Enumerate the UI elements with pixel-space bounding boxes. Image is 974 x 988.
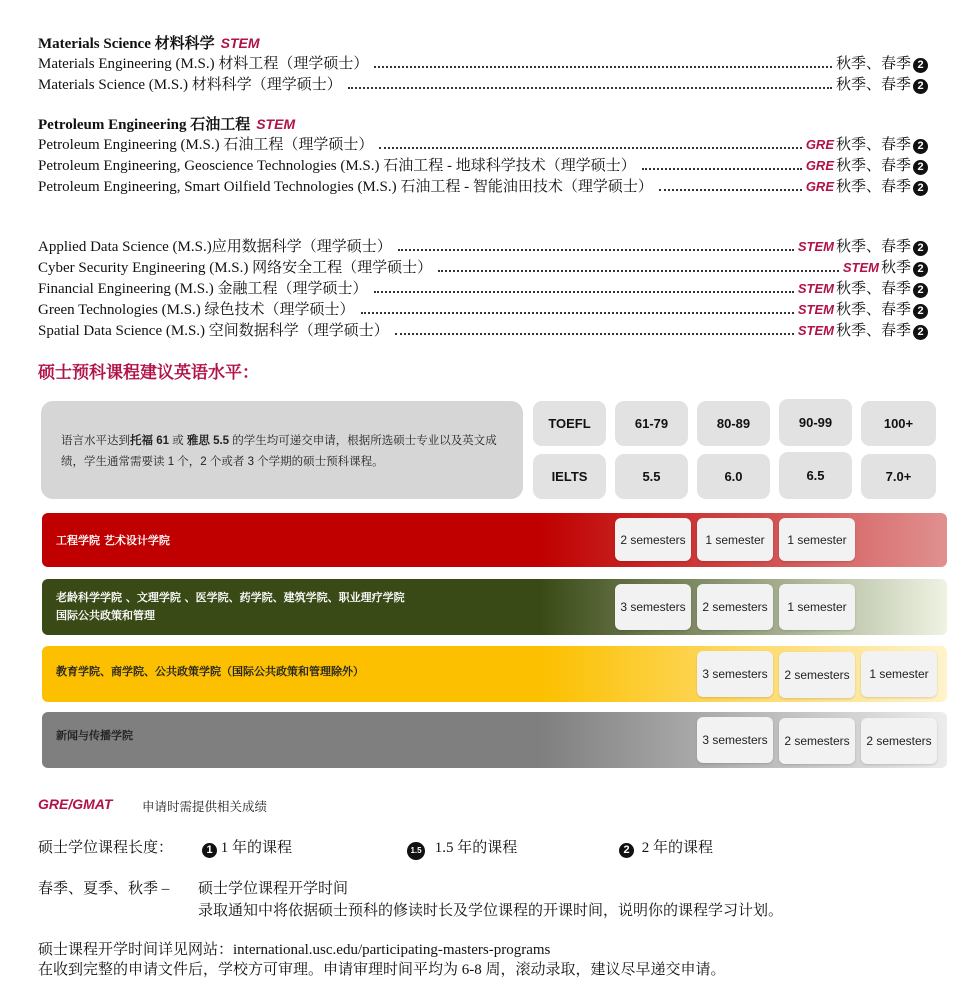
toefl-score: 100+ xyxy=(861,401,936,446)
program-name: Financial Engineering (M.S.) 金融工程（理学硕士） xyxy=(38,281,368,297)
program-name: Materials Science (M.S.) 材料科学（理学硕士） xyxy=(38,77,342,93)
requirement-tag: GRE xyxy=(805,179,834,194)
legend-2-year xyxy=(617,836,713,858)
band-journalism xyxy=(42,712,947,768)
ielts-score: 6.5 xyxy=(779,452,852,499)
duration-icon: 2 xyxy=(913,181,928,196)
program-name: Cyber Security Engineering (M.S.) 网络安全工程（理学硕士） xyxy=(38,260,433,276)
program-row xyxy=(38,278,928,298)
program-name: Spatial Data Science (M.S.) 空间数据科学（理学硕士） xyxy=(38,323,389,339)
toefl-label: TOEFL xyxy=(533,401,606,446)
program-row xyxy=(38,320,928,340)
semester-cell: 2 semesters xyxy=(861,718,937,764)
requirement-tag: STEM xyxy=(842,260,879,275)
semester-cell: 1 semester xyxy=(861,651,937,697)
semester-cell: 3 semesters xyxy=(697,717,773,763)
program-name: Petroleum Engineering (M.S.) 石油工程（理学硕士） xyxy=(38,137,374,153)
leader-dots xyxy=(374,290,794,293)
materials-heading xyxy=(38,32,260,53)
petroleum-heading xyxy=(38,113,295,134)
note-toefl: 托福 61 xyxy=(130,435,169,447)
requirement-tag: GRE xyxy=(805,158,834,173)
intake-terms: 秋季、春季 xyxy=(835,56,911,72)
note-post: 的学生均可递交申请，根据所选硕士专业以及英文成绩，学生通常需要读 1 个，2 个或者 3 个学期的硕士预科课程。 xyxy=(61,435,497,468)
duration-icon: 2 xyxy=(913,79,928,94)
duration-icon: 2 xyxy=(913,283,928,298)
leader-dots xyxy=(438,269,839,272)
requirement-tag: STEM xyxy=(797,281,834,296)
toefl-score: 61-79 xyxy=(615,401,688,446)
stem-tag: STEM xyxy=(256,116,296,132)
note-pre: 语言水平达到 xyxy=(61,435,130,447)
review-line: 在收到完整的申请文件后，学校方可审理。申请审理时间平均为 6-8 周，滚动录取，建议尽早递交申请。 xyxy=(38,962,726,978)
band-letters-arts xyxy=(42,579,947,635)
program-row xyxy=(38,53,928,73)
legend-2-text: 2 年的课程 xyxy=(641,840,714,856)
note-or: 或 xyxy=(169,435,187,447)
band-label-line2: 国际公共政策和管理 xyxy=(56,609,155,622)
duration-icon: 2 xyxy=(913,325,928,340)
intake-terms: 秋季、春季 xyxy=(835,137,911,153)
english-note-text xyxy=(61,431,511,473)
semester-cell: 2 semesters xyxy=(615,518,691,561)
program-row xyxy=(38,236,928,256)
program-row xyxy=(38,134,928,154)
english-note-box xyxy=(41,401,523,499)
intake-terms: 秋季、春季 xyxy=(835,179,911,195)
toefl-score: 90-99 xyxy=(779,399,852,446)
intake-terms: 秋季、春季 xyxy=(835,158,911,174)
program-name: Petroleum Engineering, Smart Oilfield Technologies (M.S.) 石油工程 - 智能油田技术（理学硕士） xyxy=(38,179,653,195)
program-name: Green Technologies (M.S.) 绿色技术（理学硕士） xyxy=(38,302,355,318)
semester-cell: 2 semesters xyxy=(697,584,773,630)
program-row xyxy=(38,257,928,277)
program-name: Applied Data Science (M.S.)应用数据科学（理学硕士） xyxy=(38,239,392,255)
legend-15-text: 1.5 年的课程 xyxy=(434,840,518,856)
intake-terms: 秋季、春季 xyxy=(835,77,911,93)
one-half-year-icon: 1.5 xyxy=(407,842,425,860)
leader-dots xyxy=(379,146,801,149)
duration-icon: 2 xyxy=(913,304,928,319)
semester-cell: 3 semesters xyxy=(615,584,691,630)
toefl-score: 80-89 xyxy=(697,401,770,446)
band-label: 老龄科学学院 、文理学院 、医学院、药学院、建筑学院、职业理疗学院 xyxy=(56,591,405,604)
requirement-tag: STEM xyxy=(797,302,834,317)
stem-tag: STEM xyxy=(220,35,260,51)
materials-heading-text: Materials Science 材料科学 xyxy=(38,36,215,52)
season-label: 春季、夏季、秋季 – xyxy=(38,881,170,897)
gre-gmat-text: 申请时需提供相关成绩 xyxy=(142,799,268,814)
requirement-tag: STEM xyxy=(797,323,834,338)
leader-dots xyxy=(348,86,832,89)
two-year-icon: 2 xyxy=(619,843,634,858)
ielts-label: IELTS xyxy=(533,454,606,499)
ielts-score: 5.5 xyxy=(615,454,688,499)
leader-dots xyxy=(361,311,794,314)
duration-icon: 2 xyxy=(913,160,928,175)
band-label: 工程学院 艺术设计学院 xyxy=(56,534,170,547)
duration-icon: 2 xyxy=(913,139,928,154)
band-label: 教育学院、商学院、公共政策学院（国际公共政策和管理除外） xyxy=(56,665,364,678)
semester-cell: 2 semesters xyxy=(779,652,855,698)
leader-dots xyxy=(395,332,794,335)
website-line: 硕士课程开学时间详见网站：international.usc.edu/participating-masters-programs xyxy=(38,942,551,958)
intake-terms: 秋季、春季 xyxy=(835,239,911,255)
program-name: Petroleum Engineering, Geoscience Technologies (M.S.) 石油工程 - 地球科学技术（理学硕士） xyxy=(38,158,636,174)
season-text-2: 录取通知中将依据硕士预科的修读时长及学位课程的开课时间，说明你的课程学习计划。 xyxy=(198,903,784,919)
leader-dots xyxy=(398,248,794,251)
duration-icon: 2 xyxy=(913,58,928,73)
duration-icon: 2 xyxy=(913,262,928,277)
requirement-tag: GRE xyxy=(805,137,834,152)
petroleum-heading-text: Petroleum Engineering 石油工程 xyxy=(38,117,251,133)
leader-dots xyxy=(374,65,832,68)
intake-terms: 秋季 xyxy=(880,260,911,276)
program-row xyxy=(38,176,928,196)
legend-1-year xyxy=(200,836,292,858)
course-length-label: 硕士学位课程长度： xyxy=(38,840,174,856)
ielts-score: 7.0+ xyxy=(861,454,936,499)
program-name: Materials Engineering (M.S.) 材料工程（理学硕士） xyxy=(38,56,369,72)
semester-cell: 1 semester xyxy=(779,584,855,630)
program-row xyxy=(38,299,928,319)
note-ielts: 雅思 5.5 xyxy=(186,435,230,447)
ielts-score: 6.0 xyxy=(697,454,770,499)
requirement-tag: STEM xyxy=(797,239,834,254)
leader-dots xyxy=(659,188,802,191)
intake-terms: 秋季、春季 xyxy=(835,323,911,339)
legend-1-text: 1 年的课程 xyxy=(220,840,293,856)
gre-gmat-tag: GRE/GMAT xyxy=(38,796,113,812)
semester-cell: 1 semester xyxy=(779,518,855,561)
band-engineering xyxy=(42,513,947,567)
program-row xyxy=(38,155,928,175)
season-text-1: 硕士学位课程开学时间 xyxy=(198,881,349,897)
intake-terms: 秋季、春季 xyxy=(835,302,911,318)
duration-icon: 2 xyxy=(913,241,928,256)
semester-cell: 2 semesters xyxy=(779,718,855,764)
semester-cell: 3 semesters xyxy=(697,651,773,697)
band-education-business xyxy=(42,646,947,702)
intake-terms: 秋季、春季 xyxy=(835,281,911,297)
legend-15-year xyxy=(405,836,517,860)
band-label: 新闻与传播学院 xyxy=(56,729,133,742)
one-year-icon: 1 xyxy=(202,843,217,858)
english-section-title: 硕士预科课程建议英语水平： xyxy=(38,363,259,383)
leader-dots xyxy=(642,167,802,170)
semester-cell: 1 semester xyxy=(697,518,773,561)
program-row xyxy=(38,74,928,94)
